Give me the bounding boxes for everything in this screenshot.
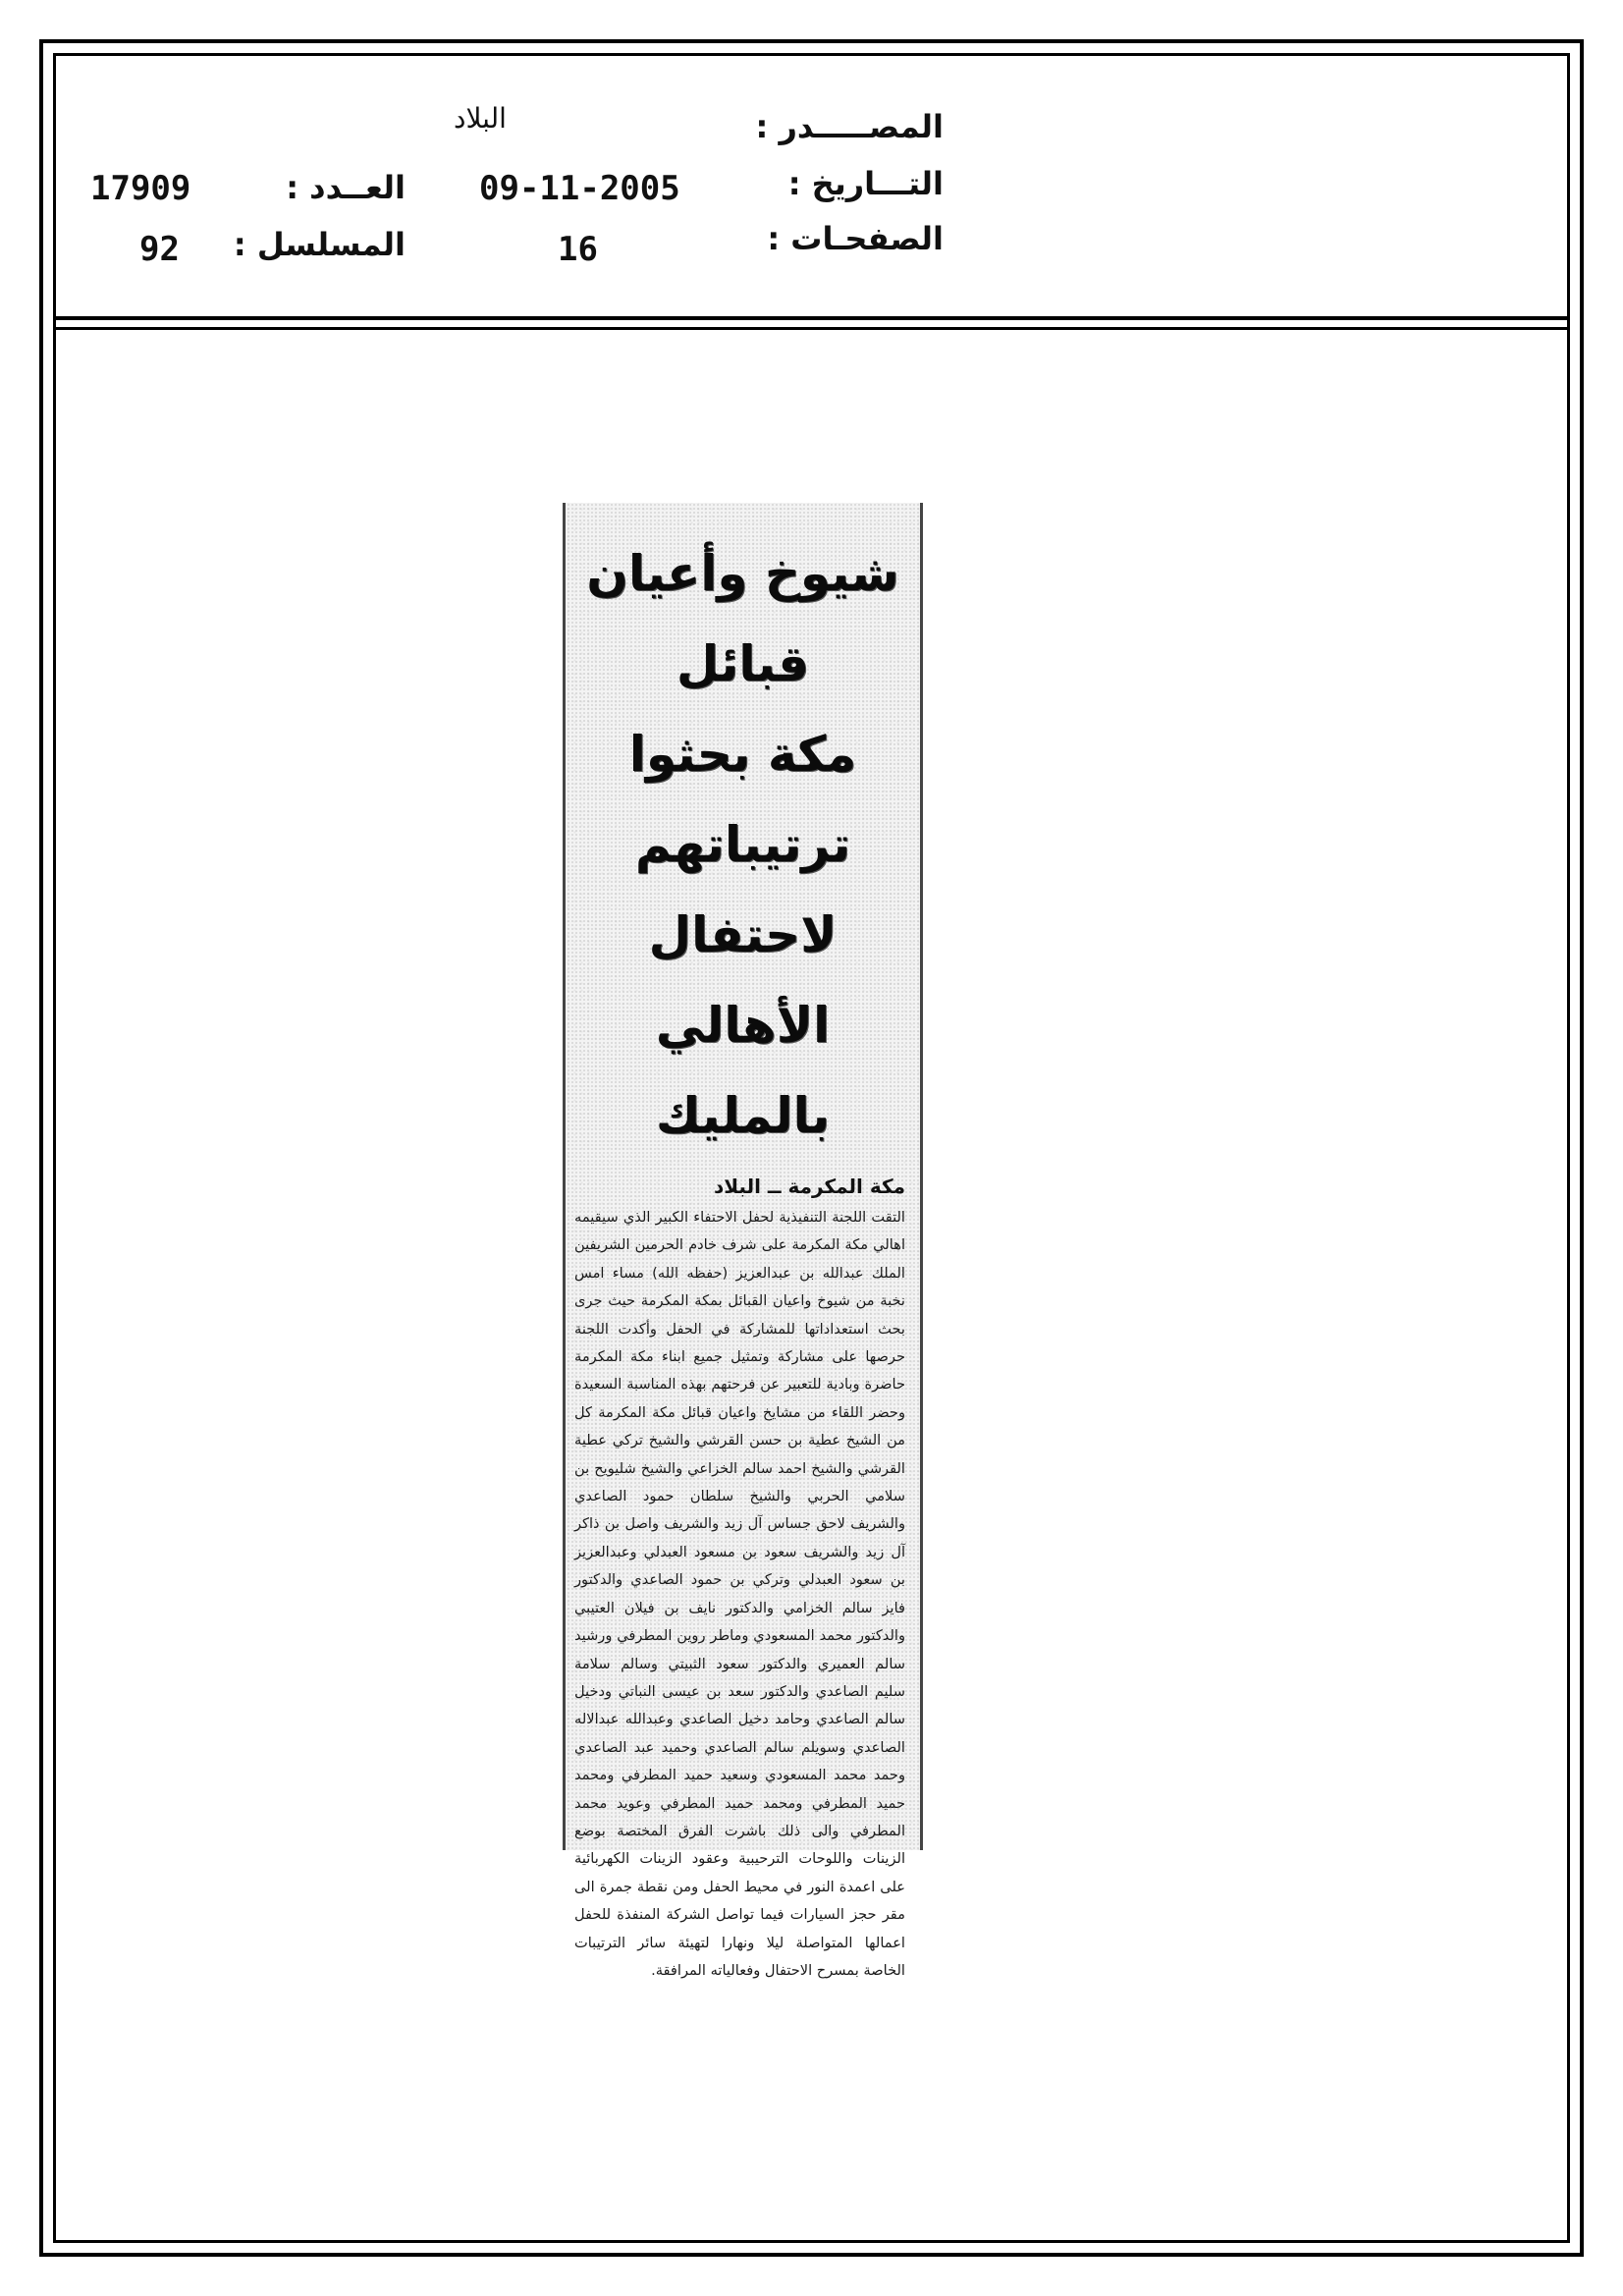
newspaper-clipping: [563, 503, 923, 1979]
article-dateline: مكة المكرمة ــ البلاد: [713, 1175, 905, 1198]
headline-line-1: شيوخ وأعيان قبائل: [586, 545, 899, 692]
pages-label: الصفحـات :: [767, 220, 944, 257]
article-body: التقت اللجنة التنفيذية لحفل الاحتفاء الكبير الذي سيقيمه اهالي مكة المكرمة على شرف خادم الحرمين الشريفين الملك عبدالله بن عبدالعزيز (حفظه الله) مساء امس نخبة من شيوخ واعيان القبائل بمكة المكرمة حيث جرى بحث استعداداتها للمشاركة في الحفل وأكدت اللجنة حرصها على مشاركة وتمثيل جميع ابناء مكة المكرمة حاضرة وبادية للتعبير عن فرحتهم بهذه المناسبة السعيدة وحضر اللقاء من مشايخ واعيان قبائل مكة المكرمة كل من الشيخ عطية بن حسن القرشي والشيخ تركي عطية القرشي والشيخ احمد سالم الخزاعي والشيخ شليويح بن سلامي الحربي والشيخ سلطان حمود الصاعدي والشريف لاحق جساس آل زيد والشريف واصل بن ذاكر آل زيد والشريف سعود بن مسعود العبدلي وعبدالعزيز بن سعود العبدلي وتركي بن حمود الصاعدي والدكتور فايز سالم الخزامي والدكتور نايف بن فيلان العتيبي والدكتور محمد المسعودي وماطر روين المطرفي ورشيد سالم العميري والدكتور سعود الثبيتي وسالم سلامة سليم الصاعدي والدكتور سعد بن عيسى النباتي ودخيل سالم الصاعدي وحامد دخيل الصاعدي وعبدالله عبدالاله الصاعدي وسويلم سالم الصاعدي وحميد عبد الصاعدي وحمد محمد المسعودي وسعيد حميد المطرفي ومحمد حميد المطرفي ومحمد حميد المطرفي وعويد محمد المطرفي والى ذلك باشرت الفرق المختصة بوضع الزينات واللوحات الترحيبية وعقود الزينات الكهربائية على اعمدة النور في محيط الحفل ومن نقطة جمرة الى مقر حجز السيارات فيما تواصل الشركة المنفذة للحفل اعمالها المتواصلة ليلا ونهارا لتهيئة سائر الترتيبات الخاصة بمسرح الاحتفال وفعالياته المرافقة.: [574, 1209, 905, 1979]
issue-value: 17909: [90, 169, 191, 208]
headline-line-3: لاحتفال الأهالي بالمليك: [648, 906, 838, 1144]
source-value: البلاد: [454, 102, 507, 135]
date-value: 09-11-2005: [479, 169, 680, 208]
headline-line-2: مكة بحثوا ترتيباتهم: [628, 726, 857, 873]
issue-label: العــدد :: [286, 169, 406, 206]
header-divider: [53, 316, 1570, 320]
clipping-border-left: [563, 503, 566, 1850]
date-label: التـــاريخ :: [787, 165, 944, 202]
source-label: المصـــــدر :: [755, 108, 944, 145]
pages-value: 16: [558, 230, 598, 269]
article-headline: [563, 503, 923, 1161]
clipping-border-right: [920, 503, 923, 1850]
header-divider-inner: [53, 327, 1570, 330]
serial-value: 92: [139, 230, 180, 269]
serial-label: المسلسل :: [233, 226, 406, 263]
